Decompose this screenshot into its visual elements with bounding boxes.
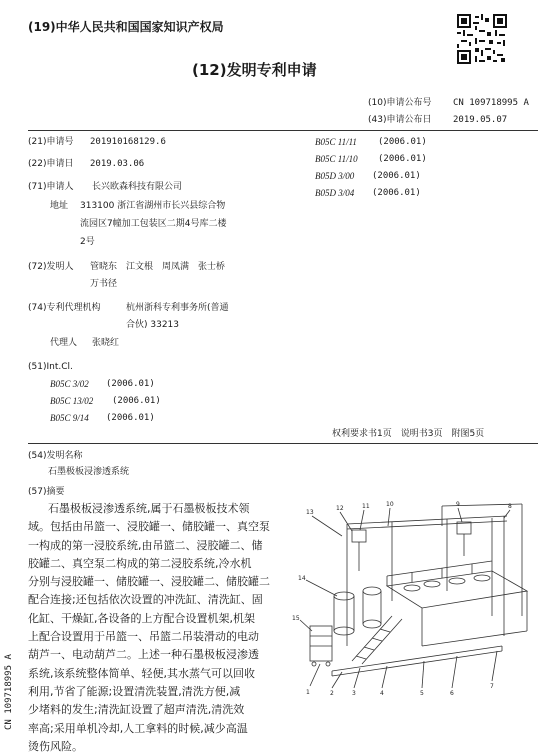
figure-label: 6	[450, 690, 454, 696]
address-line: 2号	[80, 237, 95, 247]
figure-label: 15	[292, 615, 300, 622]
figure-label: 7	[490, 683, 494, 690]
figure-label: 1	[306, 689, 310, 696]
publication-date-label: (43)申请公布日	[368, 115, 432, 125]
publication-number-label: (10)申请公布号	[368, 98, 432, 108]
figure-label: 13	[306, 509, 314, 516]
ipc-code: B05C 3/02	[50, 379, 89, 389]
figure-label: 4	[380, 690, 384, 696]
abstract-line: 系统,该系统整体简单、轻便,其水蒸气可以回收	[28, 666, 255, 680]
invention-title: 石墨极板浸渗透系统	[48, 467, 130, 477]
agent: 张晓红	[92, 338, 120, 348]
figure-label: 8	[508, 503, 512, 510]
abstract-line: 一构成的第一浸胶系统,由吊篮二、浸胶罐二、储	[28, 538, 263, 552]
figure-label: 9	[456, 501, 460, 508]
inventor-line: 管晓东 江文根 周凤满 张士桥	[90, 262, 226, 272]
abstract-line: 石墨极板浸渗透系统,属于石墨极板技术领	[48, 502, 250, 515]
ipc-code: B05C 11/11	[315, 137, 357, 147]
ipc-code: B05C 13/02	[50, 396, 94, 406]
document-type: (12)发明专利申请	[192, 61, 317, 79]
abstract-line: 分别与浸胶罐一、储胶罐一、浸胶罐二、储胶罐二	[28, 575, 270, 589]
ipc-label: (51)Int.Cl.	[28, 362, 73, 372]
applicant-label: (71)申请人	[28, 182, 74, 192]
abstract-line: 化缸、干燥缸,各设备的上方配合设置机架,机架	[28, 611, 255, 625]
ipc-code: B05C 9/14	[50, 413, 89, 423]
title-label: (54)发明名称	[28, 451, 83, 461]
side-publication-code: CN 109718995 A	[4, 654, 14, 730]
figure-label: 3	[352, 690, 356, 696]
abstract-line: 配合连接;还包括依次设置的冲洗缸、清洗缸、固	[28, 593, 263, 607]
qr-code-icon	[457, 14, 507, 64]
figure-label: 5	[420, 690, 424, 696]
ipc-version: (2006.01)	[112, 396, 161, 406]
abstract-line: 胶罐二、真空泵二构成的第二浸胶系统,冷水机	[28, 556, 252, 570]
abstract-line: 域。包括由吊篮一、浸胶罐一、储胶罐一、真空泵	[28, 520, 270, 534]
ipc-version: (2006.01)	[378, 154, 427, 164]
address-line: 313100 浙江省湖州市长兴县综合物	[80, 201, 226, 211]
agency-line: 杭州浙科专利事务所(普通	[126, 303, 229, 313]
ipc-version: (2006.01)	[378, 137, 427, 147]
application-date: 2019.03.06	[90, 159, 145, 169]
header-divider	[28, 130, 538, 131]
abstract-line: 葫芦一、电动葫芦二。上述一种石墨极板浸渗透	[28, 648, 259, 662]
publication-date: 2019.05.07	[453, 115, 508, 125]
figure-label: 14	[298, 575, 306, 582]
address-label: 地址	[50, 201, 69, 211]
abstract-label: (57)摘要	[28, 487, 65, 497]
abstract-line: 少堵料的发生;清洗缸设置了超声清洗,清洗效	[28, 703, 245, 717]
abstract-line: 利用,节省了能源;设置清洗装置,清洗方便,减	[28, 684, 241, 698]
figure-label: 10	[386, 501, 394, 508]
office-name: (19)中华人民共和国国家知识产权局	[28, 20, 224, 34]
patent-figure	[292, 496, 542, 696]
ipc-version: (2006.01)	[372, 171, 421, 181]
application-number-label: (21)申请号	[28, 137, 74, 147]
agent-label: 代理人	[50, 338, 78, 348]
application-number: 201910168129.6	[90, 137, 166, 147]
ipc-code: B05D 3/04	[315, 188, 355, 198]
agency-label: (74)专利代理机构	[28, 303, 101, 313]
ipc-code: B05D 3/00	[315, 171, 355, 181]
abstract-text	[28, 500, 270, 756]
biblio-divider	[28, 443, 538, 444]
address-line: 流园区7幢加工包装区二期4号库二楼	[80, 219, 227, 229]
application-date-label: (22)申请日	[28, 159, 74, 169]
figure-label: 11	[362, 503, 370, 510]
applicant: 长兴欧森科技有限公司	[92, 182, 183, 192]
figure-label: 12	[336, 505, 344, 512]
abstract-line: 上配合设置用于吊篮一、吊篮二吊装滑动的电动	[28, 630, 259, 644]
abstract-line: 烫伤风险。	[28, 739, 83, 753]
inventor-label: (72)发明人	[28, 262, 74, 272]
page-count: 权利要求书1页 说明书3页 附图5页	[332, 429, 485, 439]
figure-label: 2	[330, 690, 334, 696]
agency-line: 合伙) 33213	[126, 320, 180, 330]
inventor-line: 万书径	[90, 279, 118, 289]
ipc-version: (2006.01)	[372, 188, 421, 198]
ipc-version: (2006.01)	[106, 379, 155, 389]
apparatus-drawing	[292, 496, 542, 696]
abstract-line: 率高;采用单机冷却,人工拿料的时候,减少高温	[28, 721, 248, 735]
ipc-version: (2006.01)	[106, 413, 155, 423]
publication-number: CN 109718995 A	[453, 98, 529, 108]
ipc-code: B05C 11/10	[315, 154, 358, 164]
